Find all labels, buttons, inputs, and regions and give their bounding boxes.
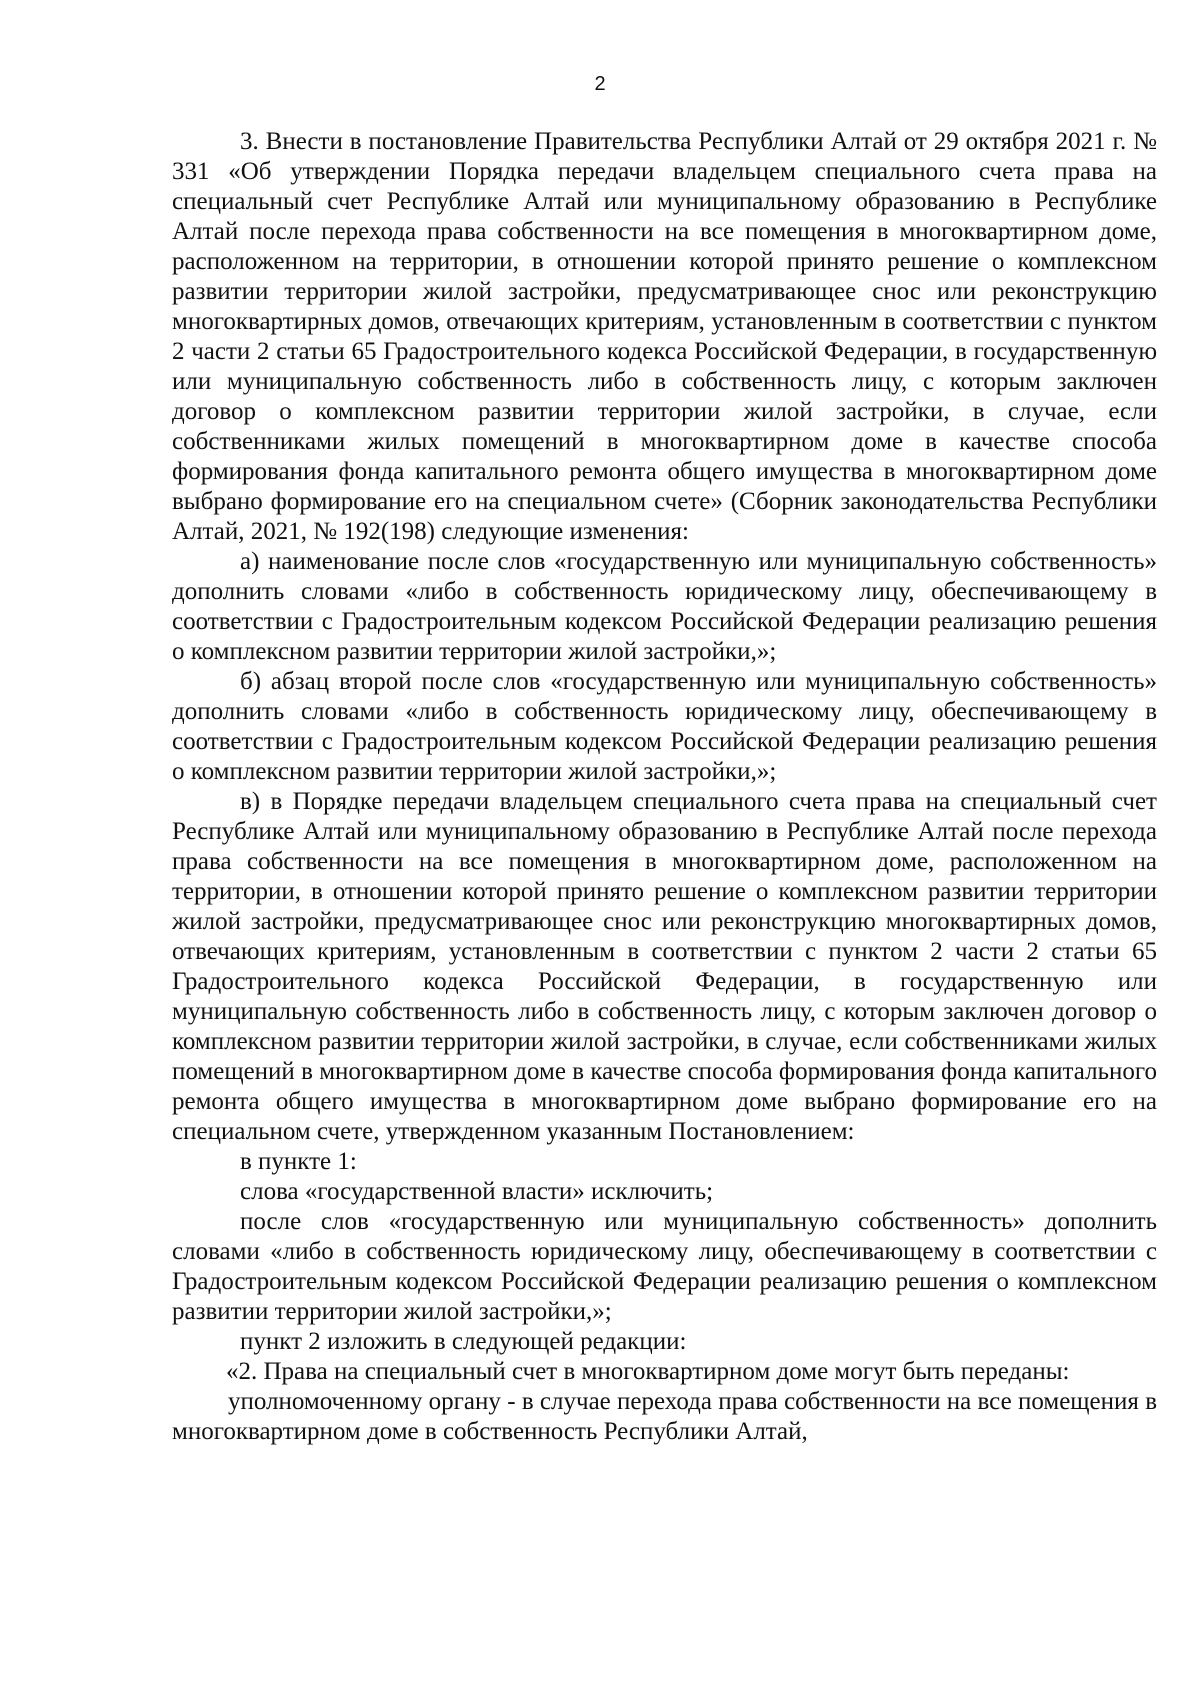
paragraph-add-words: после слов «государственную или муниципальную собственность» дополнить словами «либо в собственность юридическому лицу, обеспечивающему в соответствии с Градостроительным кодексом Российской Федерации реализацию решения о комплексном развитии территории жилой застройки,»; [172, 1208, 1157, 1325]
paragraph-subitem-a: а) наименование после слов «государственную или муниципальную собственность» дополнить словами «либо в собственность юридическому лицу, обеспечивающему в соответствии с Градостроительным кодексом Российской Федерации реализацию решения о комплексном развитии территории жилой застройки,»; [172, 548, 1157, 665]
paragraph-exclude-words: слова «государственной власти» исключить; [240, 1178, 714, 1205]
paragraph-item-3: 3. Внести в постановление Правительства Республики Алтай от 29 октября 2021 г. № 331 «Об утверждении Порядка передачи владельцем специального счета права на специальный счет Республике Алтай или муниципальному образованию в Республике Алтай после перехода права собственности на все помещения в многоквартирном доме, расположенном на территории, в отношении которой принято решение о комплексном развитии территории жилой застройки, предусматривающее снос или реконструкцию многоквартирных домов, отвечающих критериям, установленным в соответствии с пунктом 2 части 2 статьи 65 Градостроительного кодекса Российской Федерации, в государственную или муниципальную собственность либо в собственность лицу, с которым заключен договор о комплексном развитии территории жилой застройки, в случае, если собственниками жилых помещений в многоквартирном доме в качестве способа формирования фонда капитального ремонта общего имущества в многоквартирном доме выбрано формирование его на специальном счете» (Сборник законодательства Республики Алтай, 2021, № 192(198) следующие изменения: [172, 128, 1157, 545]
paragraph-subitem-b: б) абзац второй после слов «государственную или муниципальную собственность» дополнить словами «либо в собственность юридическому лицу, обеспечивающему в соответствии с Градостроительным кодексом Российской Федерации реализацию решения о комплексном развитии территории жилой застройки,»; [172, 668, 1157, 785]
paragraph-authorized-body: уполномоченному органу - в случае перехода права собственности на все помещения в многоквартирном доме в собственность Республики Алтай, [172, 1388, 1157, 1445]
paragraph-point-2-heading: пункт 2 изложить в следующей редакции: [240, 1328, 687, 1355]
page-number: 2 [594, 73, 606, 95]
document-body [172, 127, 1157, 1447]
paragraph-point-1-heading: в пункте 1: [240, 1148, 357, 1175]
paragraph-subitem-v: в) в Порядке передачи владельцем специального счета права на специальный счет Республике Алтай или муниципальному образованию в Республике Алтай после перехода права собственности на все помещения в многоквартирном доме, расположенном на территории, в отношении которой принято решение о комплексном развитии территории жилой застройки, предусматривающее снос или реконструкцию многоквартирных домов, отвечающих критериям, установленным в соответствии с пунктом 2 части 2 статьи 65 Градостроительного кодекса Российской Федерации, в государственную или муниципальную собственность либо в собственность лицу, с которым заключен договор о комплексном развитии территории жилой застройки, в случае, если собственниками жилых помещений в многоквартирном доме в качестве способа формирования фонда капитального ремонта общего имущества в многоквартирном доме выбрано формирование его на специальном счете, утвержденном указанным Постановлением: [172, 788, 1157, 1145]
paragraph-quoted-point-2: «2. Права на специальный счет в многоквартирном доме могут быть переданы: [226, 1358, 1070, 1385]
